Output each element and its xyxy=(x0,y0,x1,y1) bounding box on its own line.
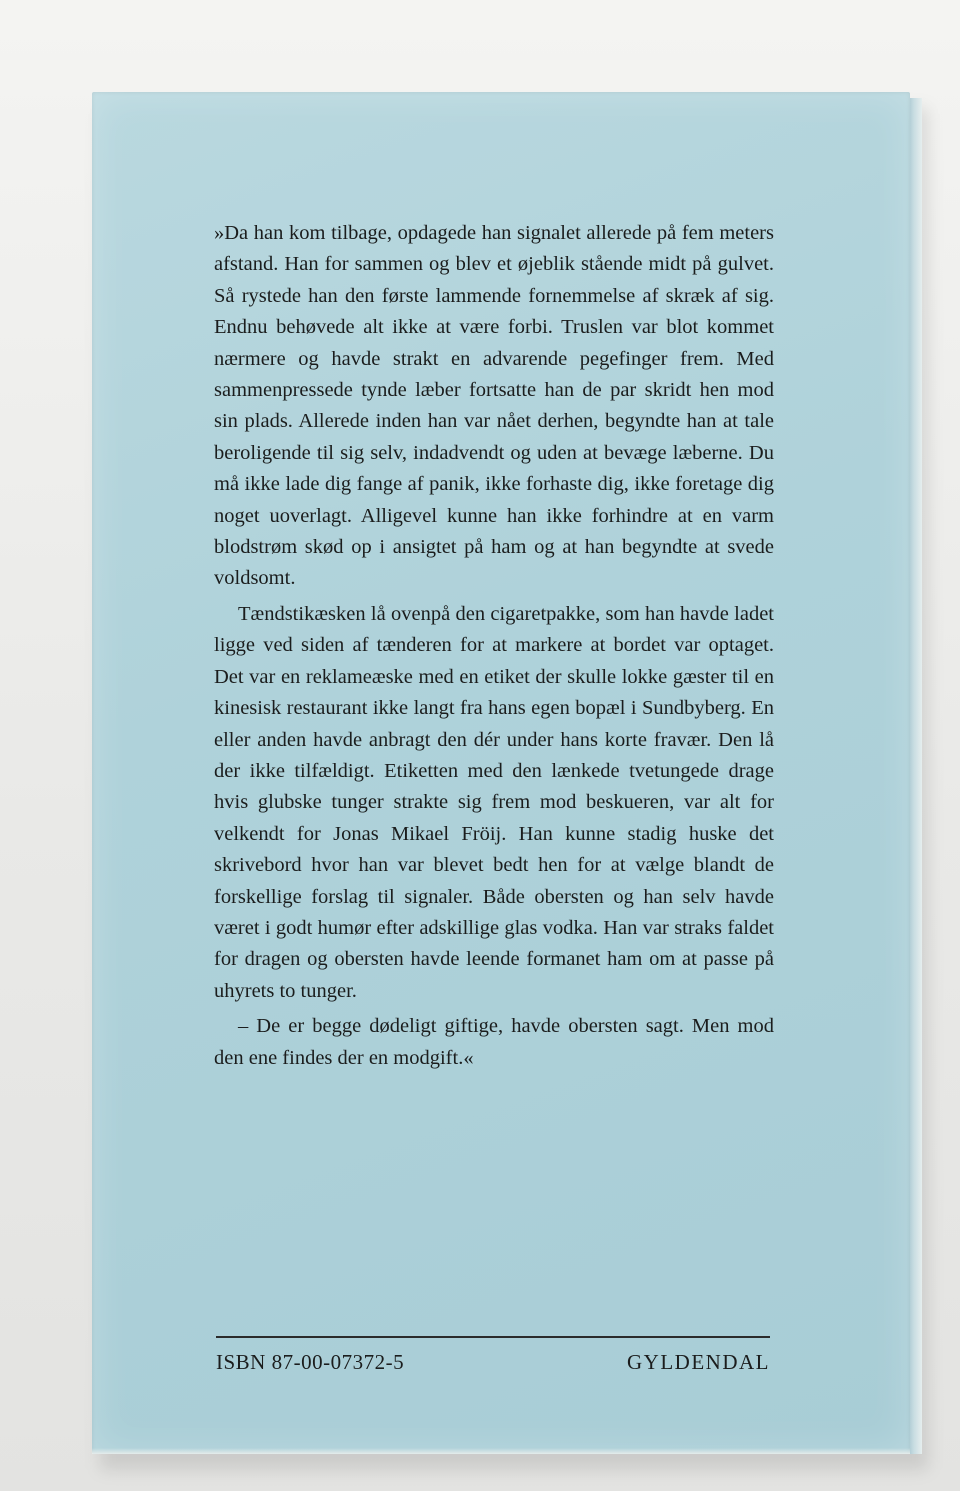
footer-rule xyxy=(216,1336,770,1338)
back-cover-blurb xyxy=(214,218,774,1074)
isbn-label: ISBN 87-00-07372-5 xyxy=(216,1350,405,1374)
publisher-name: GYLDENDAL xyxy=(627,1350,770,1374)
blurb-paragraph-1: »Da han kom tilbage, opdagede han signalet allerede på fem meters afstand. Han for sammen og blev et øjeblik stående midt på gulvet. Så rystede han den første lammende fornemmelse af skræk af sig. Endnu behøvede alt ikke at være forbi. Truslen var blot kommet nærmere og havde strakt en advarende pegefinger frem. Med sammenpressede tynde læber fortsatte han de par skridt hen mod sin plads. Allerede inden han var nået derhen, begyndte han at tale beroligende til sig selv, indadvendt og uden at bevæge læberne. Du må ikke lade dig fange af panik, ikke forhaste dig, ikke foretage dig noget uoverlagt. Alligevel kunne han ikke forhindre at en varm blodstrøm skød op i ansigtet på ham og at han begyndte at svede voldsomt. xyxy=(214,222,774,590)
blurb-paragraph-2: Tændstikæsken lå ovenpå den cigaretpakke, som han havde ladet ligge ved siden af tænderen for at markere at bordet var optaget. Det var en reklameæske med en etiket der skulle lokke gæster til en kinesisk restaurant ikke langt fra hans egen bopæl i Sundbyberg. En eller anden havde anbragt den dér under hans korte fravær. Den lå der ikke tilfældigt. Etiketten med den lænkede tvetungede drage hvis glubske tunger strakte sig frem mod beskueren, var alt for velkendt for Jonas Mikael Fröij. Han kunne stadig huske det skrivebord hvor han var blevet bedt hen for at vælge blandt de forskellige forslag til signaler. Både obersten og han selv havde været i godt humør efter adskillige glas vodka. Han var straks faldet for dragen og obersten havde leende formanet ham om at passe på uhyrets to tunger. xyxy=(214,602,774,1002)
blurb-paragraph-3: – De er begge dødeligt giftige, havde obersten sagt. Men mod den ene findes der en modgift.« xyxy=(214,1015,774,1069)
cover-footer xyxy=(216,1350,770,1375)
